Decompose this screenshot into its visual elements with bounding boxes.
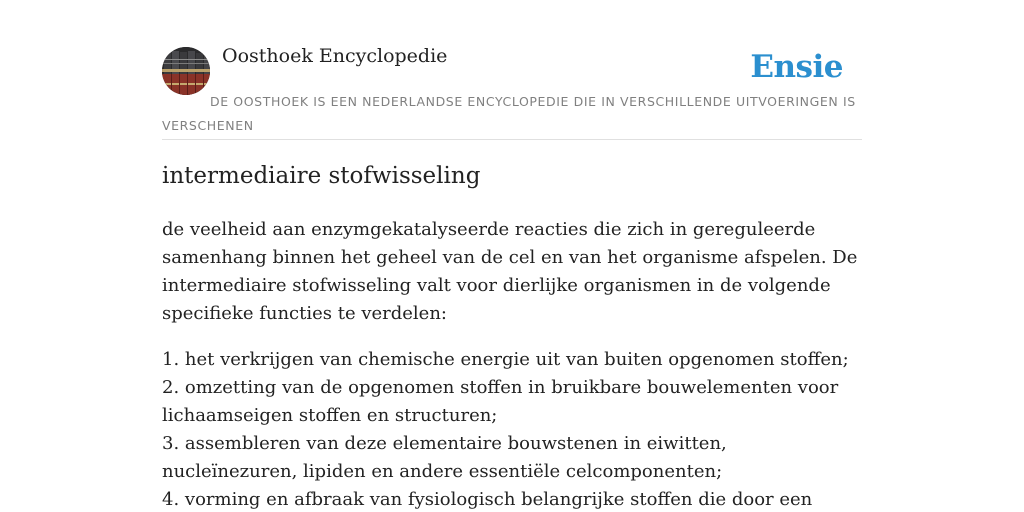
list-item: 2. omzetting van de opgenomen stoffen in bruikbare bouwelementen voor lichaamseigen stoffen en structuren; (162, 377, 839, 426)
list-item: 4. vorming en afbraak van fysiologisch belangrijke stoffen die door een (162, 489, 813, 510)
site-title[interactable]: Oosthoek Encyclopedie (222, 45, 448, 67)
article-body (162, 216, 862, 512)
brand-logo[interactable]: Ensie (750, 49, 843, 85)
article-list (162, 346, 862, 512)
article-title: intermediaire stofwisseling (162, 163, 481, 189)
avatar[interactable] (162, 47, 210, 95)
site-header (162, 0, 862, 140)
article-intro: de veelheid aan enzymgekatalyseerde reacties die zich in gereguleerde samenhang binnen het geheel van de cel en van het organisme afspelen. De intermediaire stofwisseling valt voor dierlijke organismen in de volgende specifieke functies te verdelen: (162, 219, 858, 324)
site-description: DE OOSTHOEK IS EEN NEDERLANDSE ENCYCLOPEDIE DIE IN VERSCHILLENDE UITVOERINGEN IS VERSCHENEN (162, 94, 856, 133)
list-item: 3. assembleren van deze elementaire bouwstenen in eiwitten, nucleïnezuren, lipiden en andere essentiële celcomponenten; (162, 433, 727, 482)
encyclopedia-books-icon (162, 47, 210, 95)
page-container (162, 0, 862, 512)
list-item: 1. het verkrijgen van chemische energie uit van buiten opgenomen stoffen; (162, 349, 849, 370)
